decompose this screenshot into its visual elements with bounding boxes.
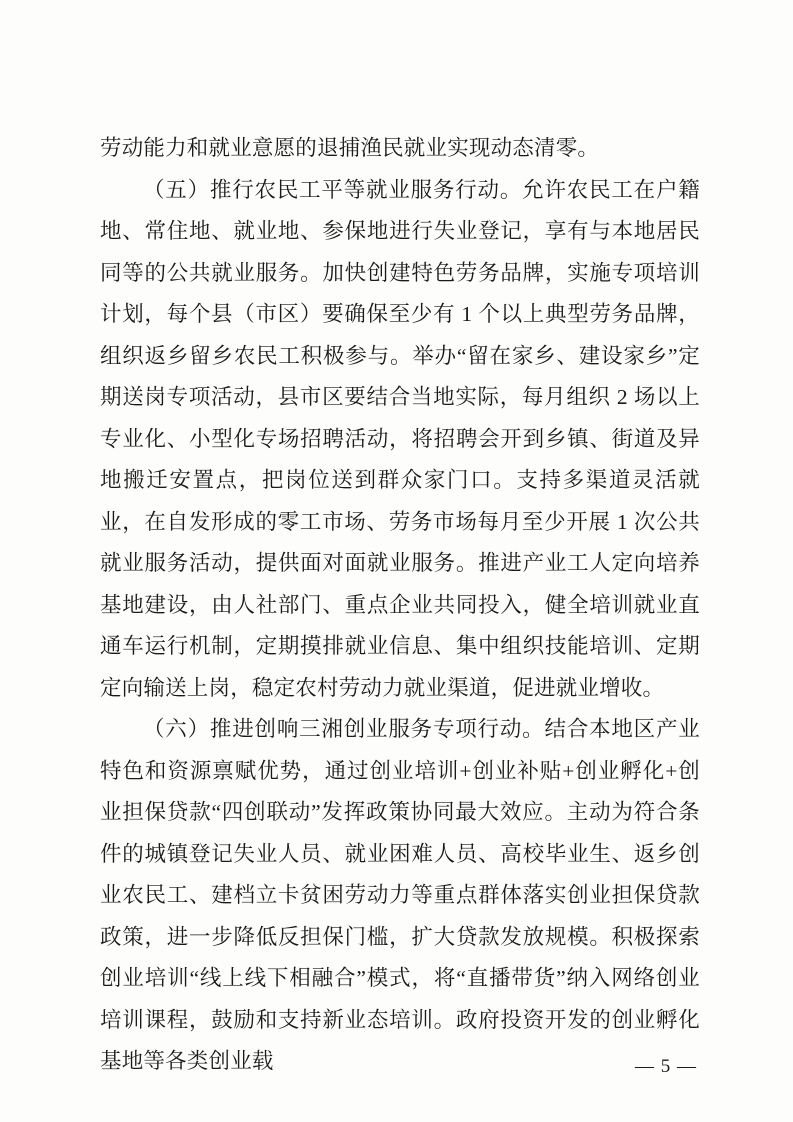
page-number: — 5 — [635, 1056, 697, 1077]
paragraph-item-five: （五）推行农民工平等就业服务行动。允许农民工在户籍地、常住地、就业地、参保地进行失业登记，享有与本地居民同等的公共就业服务。加快创建特色劳务品牌，实施专项培训计划，每个县（市区）要确保至少有 1 个以上典型劳务品牌，组织返乡留乡农民工积极参与。举办“留在家乡、建设家乡”定期送岗专项活动，县市区要结合当地实际，每月组织 2 场以上专业化、小型化专场招聘活动，将招聘会开到乡镇、街道及异地搬迁安置点，把岗位送到群众家门口。支持多渠道灵活就业，在自发形成的零工市场、劳务市场每月至少开展 1 次公共就业服务活动，提供面对面就业服务。推进产业工人定向培养基地建设，由人社部门、重点企业共同投入，健全培训就业直通车运行机制，定期摸排就业信息、集中组织技能培训、定期定向输送上岗，稳定农村劳动力就业渠道，促进就业增收。 [100, 177, 700, 700]
paragraph-item-six: （六）推进创响三湘创业服务专项行动。结合本地区产业特色和资源禀赋优势，通过创业培训+创业补贴+创业孵化+创业担保贷款“四创联动”发挥政策协同最大效应。主动为符合条件的城镇登记失业人员、就业困难人员、高校毕业生、返乡创业农民工、建档立卡贫困劳动力等重点群体落实创业担保贷款政策，进一步降低反担保门槛，扩大贷款发放规模。积极探索创业培训“线上线下相融合”模式，将“直播带货”纳入网络创业培训课程，鼓励和支持新业态培训。政府投资开发的创业孵化基地等各类创业载 [100, 717, 700, 1073]
page-body [100, 128, 700, 1083]
paragraph-continued: 劳动能力和就业意愿的退捕渔民就业实现动态清零。 [100, 136, 600, 160]
